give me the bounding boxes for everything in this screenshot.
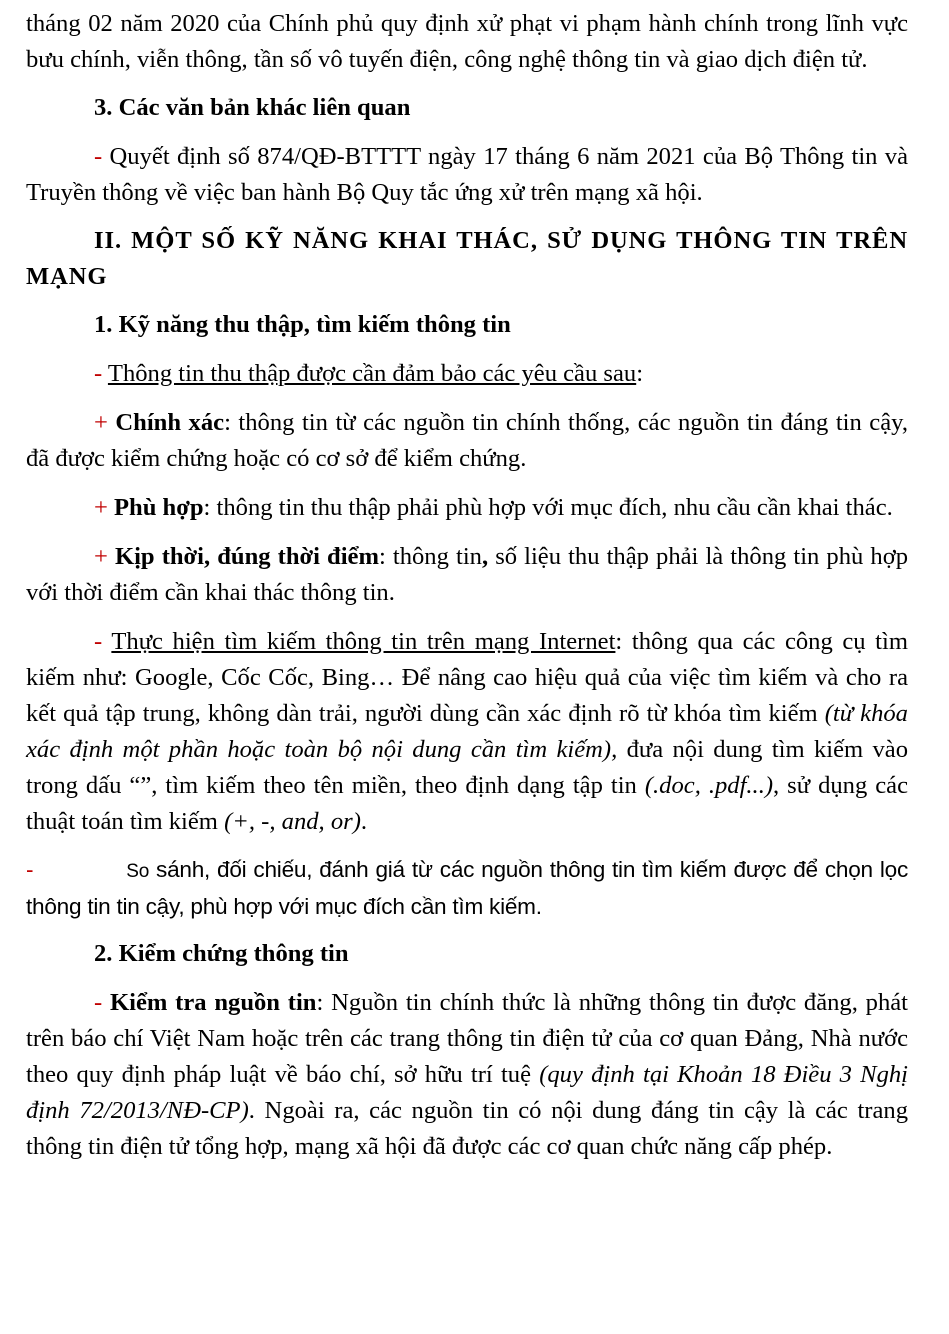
dash-marker: - <box>94 628 103 655</box>
decision-paragraph <box>26 139 908 211</box>
section-heading-1: 1. Kỹ năng thu thập, tìm kiếm thông tin <box>94 311 511 338</box>
requirement-timely <box>26 539 908 611</box>
requirements-intro <box>26 356 908 392</box>
decision-text: Quyết định số 874/QĐ-BTTTT ngày 17 tháng 6 năm 2021 của Bộ Thông tin và Truyền thông về việc ban hành Bộ Quy tắc ứng xử trên mạng xã hội. <box>26 143 908 206</box>
dash-marker: - <box>94 360 103 387</box>
compare-so: So <box>126 861 150 882</box>
search-text-1: : thông qua các công cụ tìm kiếm như: Google, Cốc Cốc, Bing… Để nâng cao hiệu quả của việc tìm kiếm và cho ra kết quả tập trung, không dàn trải, người dùng cần xác định rõ từ khóa tìm kiếm <box>26 628 908 727</box>
search-text-3: , sử dụng các thuật toán tìm kiếm <box>26 772 908 835</box>
section-heading-II: II. MỘT SỐ KỸ NĂNG KHAI THÁC, SỬ DỤNG THÔNG TIN TRÊN MẠNG <box>26 227 908 290</box>
intro-paragraph: tháng 02 năm 2020 của Chính phủ quy định xử phạt vi phạm hành chính trong lĩnh vực bưu chính, viễn thông, tần số vô tuyến điện, công nghệ thông tin và giao dịch điện tử. <box>26 10 908 73</box>
requirement-suitable-term: Phù hợp <box>114 494 204 521</box>
requirements-intro-underlined: Thông tin thu thập được cần đảm bảo các yêu cầu sau <box>107 360 637 387</box>
document-page <box>26 6 908 1165</box>
search-paragraph <box>26 624 908 840</box>
search-italic-1: (từ khóa xác định một phần hoặc toàn bộ nội dung cần tìm kiếm), <box>26 700 908 763</box>
verify-text-1: : Nguồn tin chính thức là những thông tin được đăng, phát trên báo chí Việt Nam hoặc trên các trang thông tin điện tử của cơ quan Đảng, Nhà nước theo quy định pháp luật về báo chí, sở hữu trí tuệ <box>26 989 908 1088</box>
verify-italic-1: (quy định tại Khoản 18 Điều 3 Nghị định 72/2013/NĐ-CP) <box>26 1061 908 1124</box>
requirement-accurate-text: : thông tin từ các nguồn tin chính thống, các nguồn tin đáng tin cậy, đã được kiểm chứng hoặc có cơ sở để kiểm chứng. <box>26 409 908 472</box>
dash-marker: - <box>94 989 103 1016</box>
requirement-accurate <box>26 405 908 477</box>
search-italic-3: (+, -, and, or) <box>224 808 361 835</box>
verify-term: Kiểm tra nguồn tin <box>110 989 317 1016</box>
search-text-2: đưa nội dung tìm kiếm vào trong dấu “”, tìm kiếm theo tên miền, theo định dạng tập tin <box>26 736 908 799</box>
dash-marker: - <box>26 857 34 882</box>
plus-marker: + <box>94 409 108 436</box>
compare-text: sánh, đối chiếu, đánh giá từ các nguồn thông tin tìm kiếm được để chọn lọc thông tin tin cậy, phù hợp với mục đích cần tìm kiếm. <box>26 857 908 919</box>
search-underlined: Thực hiện tìm kiếm thông tin trên mạng Internet <box>111 628 616 655</box>
requirement-timely-term: Kịp thời, đúng thời điểm <box>114 543 379 570</box>
section-heading-2: 2. Kiểm chứng thông tin <box>94 940 349 967</box>
verify-paragraph <box>26 985 908 1165</box>
requirement-suitable <box>26 490 908 526</box>
section-heading-3: 3. Các văn bản khác liên quan <box>94 94 411 121</box>
requirements-intro-colon: : <box>636 360 644 387</box>
search-text-4: . <box>360 808 368 835</box>
requirement-timely-comma: , <box>481 543 489 570</box>
dash-marker: - <box>94 143 103 170</box>
compare-paragraph <box>26 852 908 924</box>
requirement-timely-text-a: : thông tin <box>378 543 482 570</box>
plus-marker: + <box>94 543 108 570</box>
plus-marker: + <box>94 494 108 521</box>
search-italic-2: (.doc, .pdf...) <box>644 772 774 799</box>
verify-text-2: . Ngoài ra, các nguồn tin có nội dung đáng tin cậy là các trang thông tin điện tử tổng hợp, mạng xã hội đã được các cơ quan chức năng cấp phép. <box>26 1097 908 1160</box>
requirement-suitable-text: : thông tin thu thập phải phù hợp với mục đích, nhu cầu cần khai thác. <box>203 494 893 521</box>
requirement-timely-text-b: số liệu thu thập phải là thông tin phù hợp với thời điểm cần khai thác thông tin. <box>26 543 908 606</box>
requirement-accurate-term: Chính xác <box>115 409 225 436</box>
